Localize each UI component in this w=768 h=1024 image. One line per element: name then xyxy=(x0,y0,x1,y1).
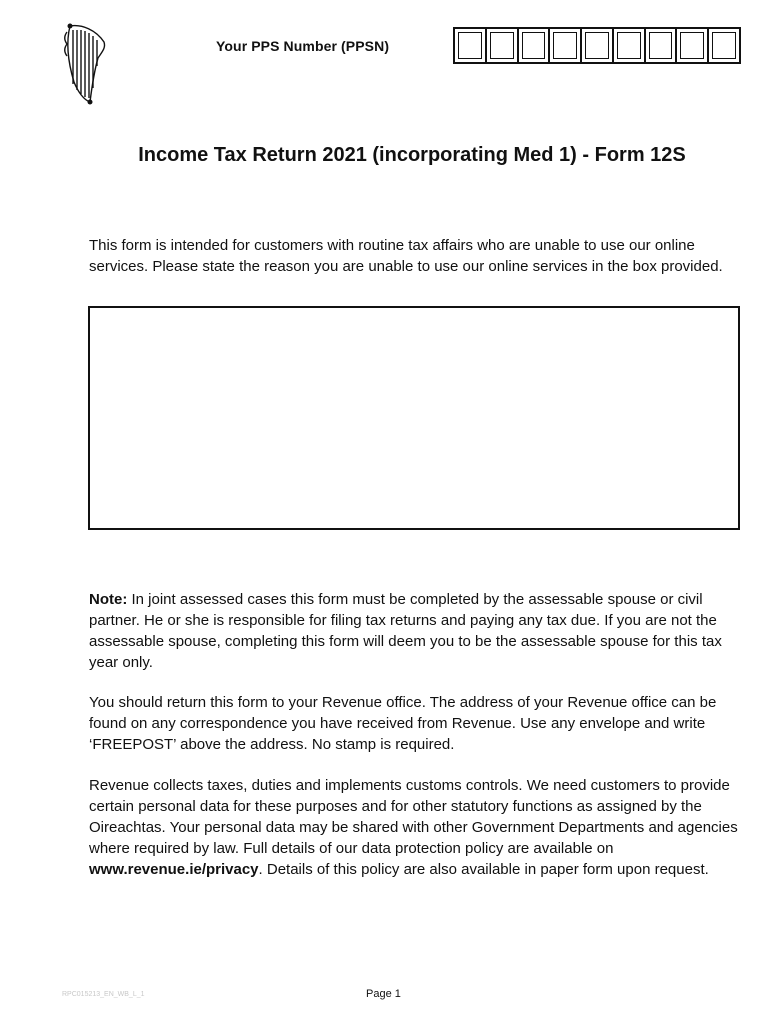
intro-text: This form is intended for customers with routine tax affairs who are unable to use our online services. Please state the reason you are unable to use our online services in the box provided. xyxy=(89,237,723,275)
ppsn-char-box[interactable] xyxy=(614,29,646,62)
ppsn-char-box[interactable] xyxy=(646,29,678,62)
ppsn-char-box[interactable] xyxy=(455,29,487,62)
form-title: Income Tax Return 2021 (incorporating Med 1) - Form 12S xyxy=(138,144,686,166)
ppsn-char-box[interactable] xyxy=(709,29,739,62)
privacy-text: Revenue collects taxes, duties and implements customs controls. We need customers to provide certain personal data for these purposes and for other statutory functions as assigned by the Oireachtas. Your personal data may be shared with other Government Departments and agencies where required by law. Full details of our data protection policy are available on xyxy=(89,777,738,857)
ppsn-label: Your PPS Number (PPSN) xyxy=(216,38,390,54)
ppsn-char-box[interactable] xyxy=(550,29,582,62)
ppsn-char-box[interactable] xyxy=(677,29,709,62)
ppsn-input-boxes[interactable] xyxy=(453,27,741,64)
privacy-link[interactable]: www.revenue.ie/privacy xyxy=(89,861,259,878)
page-number: Page 1 xyxy=(366,988,401,1000)
privacy-text-end: . Details of this policy are also available in paper form upon request. xyxy=(258,861,709,878)
ppsn-char-box[interactable] xyxy=(582,29,614,62)
note-text: In joint assessed cases this form must be completed by the assessable spouse or civil partner. He or she is responsible for filing tax returns and paying any tax due. If you are not the assessable spouse, completing this form will deem you to be the assessable spouse for this tax year only. xyxy=(89,591,722,671)
privacy-paragraph xyxy=(89,775,749,880)
harp-emblem-icon xyxy=(62,22,110,106)
reason-text-box[interactable] xyxy=(88,306,740,530)
ppsn-char-box[interactable] xyxy=(519,29,551,62)
note-paragraph xyxy=(89,589,749,673)
return-instructions: You should return this form to your Revenue office. The address of your Revenue office can be found on any correspondence you have received from Revenue. Use any envelope and write ‘FREEPOST’ above the address. No stamp is required. xyxy=(89,694,717,753)
note-label: Note: xyxy=(89,591,128,608)
form-code: RPC015213_EN_WB_L_1 xyxy=(62,991,145,998)
ppsn-char-box[interactable] xyxy=(487,29,519,62)
